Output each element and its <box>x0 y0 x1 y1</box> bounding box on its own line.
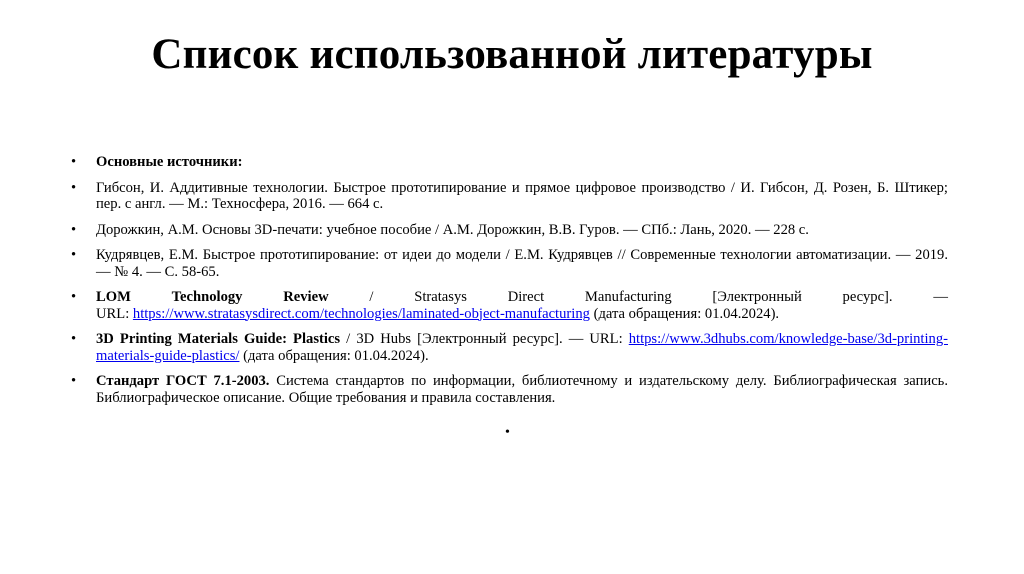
lom-word: LOM <box>96 289 131 305</box>
reference-dorozhkin: Дорожкин, А.М. Основы 3D-печати: учебное пособие / А.М. Дорожкин, В.В. Гуров. — СПб.: Лань, 2020. — 228 с. <box>96 221 809 238</box>
reference-lom-line <box>96 289 948 306</box>
list-item <box>68 289 948 322</box>
reference-gost-text: Система стандартов по информации, библиотечному и издательскому делу. Библиографическая запись. Библиографическое описание. Общие требования и правила составления. <box>96 373 948 406</box>
list-item <box>68 331 948 364</box>
reference-gibson: Гибсон, И. Аддитивные технологии. Быстрое прототипирование и прямое цифровое производство / И. Гибсон, Д. Розен, Б. Штикер; пер. с англ. — М.: Техносфера, 2016. — 664 с. <box>96 179 948 212</box>
slide-title: Список использованной литературы <box>151 31 873 78</box>
bullet: • <box>71 289 77 305</box>
lom-word: — <box>933 289 948 305</box>
access-date: (дата обращения: 01.04.2024). <box>239 347 429 364</box>
access-date: (дата обращения: 01.04.2024). <box>593 305 780 322</box>
list-item <box>68 180 948 213</box>
lom-word: Direct <box>507 289 545 305</box>
lom-word: Stratasys <box>414 289 467 305</box>
url-label: URL: <box>96 305 130 322</box>
list-item <box>68 222 948 239</box>
reference-list <box>68 154 948 415</box>
bullet: • <box>71 331 77 347</box>
reference-lom-url-line <box>96 306 948 323</box>
bullet: • <box>71 154 77 170</box>
empty-bullet: • <box>505 425 510 440</box>
bullet: • <box>71 373 77 389</box>
reference-gost-title: Стандарт ГОСТ 7.1-2003. <box>96 373 270 389</box>
list-item <box>68 373 948 406</box>
lom-word: ресурс]. <box>842 289 893 305</box>
list-item <box>68 154 948 171</box>
bullet: • <box>71 247 77 263</box>
list-item <box>68 247 948 280</box>
section-heading: Основные источники: <box>96 154 243 170</box>
bullet: • <box>71 179 77 196</box>
reference-hubs-title: 3D Printing Materials Guide: Plastics <box>96 331 341 347</box>
reference-hubs-source: / 3D Hubs [Электронный ресурс]. — URL: <box>340 331 629 347</box>
lom-word: Manufacturing <box>584 289 672 305</box>
hubs-url-link[interactable]: https://www.3dhubs.com/knowledge-base/3d-printing-materials-guide-plastics/ <box>96 331 948 364</box>
lom-word: Review <box>283 289 329 305</box>
lom-word: Technology <box>171 289 243 305</box>
lom-url-link[interactable]: https://www.stratasysdirect.com/technologies/laminated-object-manufacturing <box>132 305 590 322</box>
bullet: • <box>71 221 77 238</box>
lom-word: / <box>369 289 374 305</box>
reference-kudryavtsev: Кудрявцев, Е.М. Быстрое прототипирование: от идеи до модели / Е.М. Кудрявцев // Современные технологии автоматизации. — 2019. — № 4. — С. 58-65. <box>96 247 948 280</box>
lom-word: [Электронный <box>712 289 802 305</box>
